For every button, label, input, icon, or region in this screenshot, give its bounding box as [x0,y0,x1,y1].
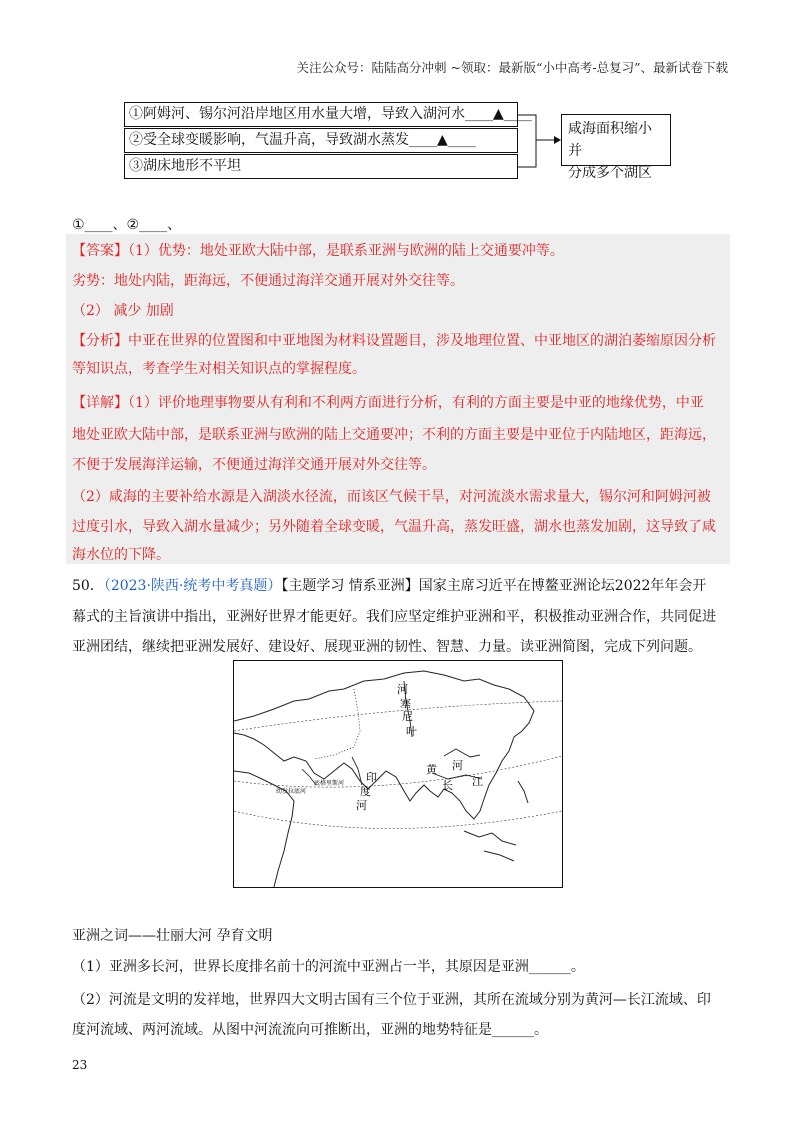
map-label-yenisei-3: 尼 [402,710,413,723]
detail-line: 过度引水，导致入湖水量减少；另外随着全球变暖，气温升高，蒸发旺盛，湖水也蒸发加剧，这导致了咸 [72,519,716,535]
section-subtitle: 亚洲之词——壮丽大河 孕育文明 [72,928,273,944]
question-number: 50． [72,578,104,594]
asia-europe-boundary [314,689,360,759]
asia-map-svg [234,661,562,887]
flow-result-line-2: 分成多个湖区 [568,165,652,181]
question-50-line-1 [72,575,706,595]
map-label-indus-1: 印 [366,771,377,784]
detail-line: 地处亚欧大陆中部，是联系亚洲与欧洲的陆上交通要冲；不利的方面主要是中亚位于内陆地区，距海远， [72,427,716,443]
equator-line [234,811,562,829]
detail-line: 不便于发展海洋运输，不便通过海洋交通开展对外交往等。 [72,457,436,473]
map-label-yenisei-4: 叶 [406,725,417,738]
question-source: （2023·陕西·统考中考真题） [103,578,282,594]
question-2-line-1: （2）河流是文明的发祥地，世界四大文明古国有三个位于亚洲，其所在流域分别为黄河—长江流域、印 [72,992,711,1008]
page-number: 23 [72,1058,88,1072]
map-label-yenisei-2: 塞 [400,697,411,710]
answer-block [66,234,730,564]
answer-line: 劣势：地处内陆，距海远，不便通过海洋交通开展对外交往等。 [72,273,464,289]
flow-result-box [561,114,671,181]
huang-river [444,749,480,757]
detail-line: （2）咸海的主要补给水源是入湖淡水径流，而该区气候干旱，对河流淡水需求量大，锡尔河和阿姆河被 [72,489,711,505]
question-1: （1）亚洲多长河，世界长度排名前十的河流中亚洲占一半，其原因是亚洲______。 [72,959,585,975]
detail-line: 【详解】（1）评价地理事物要从有利和不利两方面进行分析，有利的方面主要是中亚的地缘优势，中亚 [72,395,704,411]
map-label-indus-2: 度 [360,785,371,798]
map-label-indus-3: 河 [356,799,367,812]
map-label-tigris: 底格里斯河 [314,780,345,787]
map-label-chang-1: 长 [442,779,453,792]
asia-map [233,660,563,888]
answer-line: 【答案】（1）优势：地处亚欧大陆中部，是联系亚洲与欧洲的陆上交通要冲等。 [72,243,564,259]
fill-blank-line: ①____、②____、 [72,217,182,233]
asia-coastline [234,671,534,819]
map-label-euphrates: 幼发拉底河 [276,788,307,795]
page-header: 关注公众号：陆陆高分冲刺 ~领取：最新版“小中高考-总复习”、最新试卷下载 [296,60,728,75]
answer-line: （2） 减少 加剧 [72,303,174,319]
question-intro: 【主题学习 情系亚洲】国家主席习近平在博鳌亚洲论坛2022年年会开 [281,578,707,594]
map-label-huang-2: 河 [452,759,463,772]
map-label-chang-2: 江 [472,775,483,788]
analysis-line: 等知识点，考查学生对相关知识点的掌握程度。 [72,361,366,377]
flow-cause-1: ①阿姆河、锡尔河沿岸地区用水量大增，导致入湖河水____▲____ [124,102,518,127]
detail-line: 海水位的下降。 [72,547,170,563]
question-50-line-2: 幕式的主旨演讲中指出，亚洲好世界才能更好。我们应坚定维护亚洲和平，积极推动亚洲合作，共同促进 [72,609,716,625]
flow-connector [518,102,562,180]
question-2-line-2: 度河流域、两河流域。从图中河流流向可推断出，亚洲的地势特征是______。 [72,1022,548,1038]
map-label-yenisei-1: 河 [397,683,408,696]
question-50-line-3: 亚洲团结，继续把亚洲发展好、建设好、展现亚洲的韧性、智慧、力量。读亚洲简图，完成下列问题。 [72,639,702,655]
flow-result-line-1: 咸海面积缩小并 [568,121,652,159]
flow-cause-2: ②受全球变暖影响，气温升高，导致湖水蒸发____▲____ [124,128,518,153]
islands-outline [464,781,528,861]
analysis-line: 【分析】中亚在世界的位置图和中亚地图为材料设置题目，涉及地理位置、中亚地区的湖泊萎缩原因分析 [72,333,716,349]
map-label-huang-1: 黄 [426,763,437,776]
flow-cause-3: ③湖床地形不平坦 [124,154,518,179]
